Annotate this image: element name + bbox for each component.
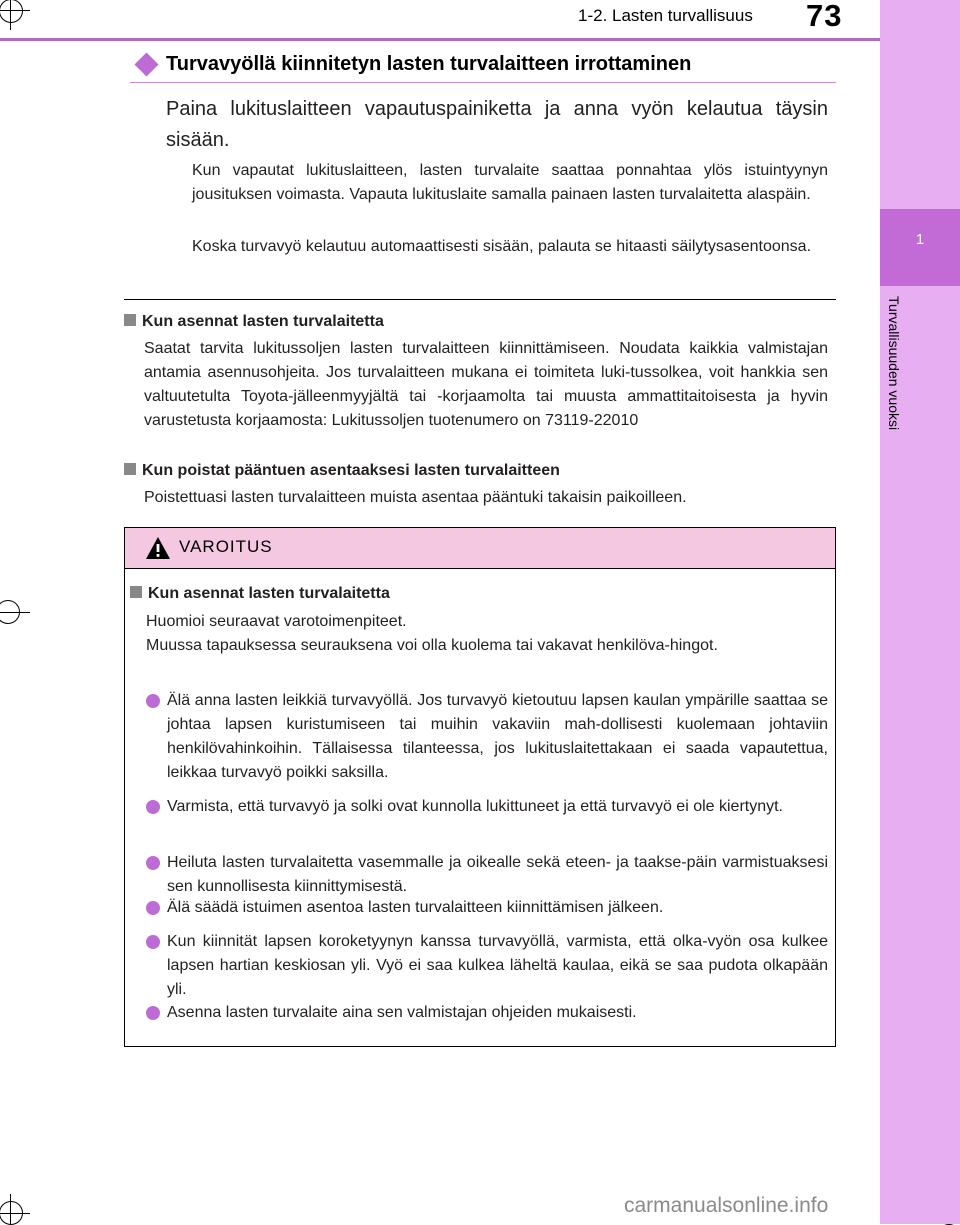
crop-mark [0, 0, 23, 23]
info-paragraph: Saatat tarvita lukitussoljen lasten turvalaitteen kiinnittämiseen. Noudata kaikkia valmistajan antamia asennusohjeita. Jos turvalaitteen mukana ei toimiteta luki-tussolkea, voit hankkia sen valtuutetulta Toyota-jälleenmyyjältä tai -korjaamolta tai muusta ammattitaitoisesta ja hyvin varustetusta korjaamosta: Lukitussoljen tuotenumero on 73119-22010 [144, 340, 828, 429]
bullet-dot-icon [146, 935, 160, 949]
side-tab-label-box [886, 296, 906, 496]
warning-bullet-text: Heiluta lasten turvalaitetta vasemmalle ja oikealle sekä eteen- ja taakse-päin varmistuaksesi sen kunnollisesta kiinnittymisestä. [167, 854, 828, 895]
warning-bullet-text: Asenna lasten turvalaite aina sen valmistajan ohjeiden mukaisesti. [167, 1004, 637, 1021]
divider [124, 299, 836, 300]
warning-triangle-icon [145, 536, 171, 560]
warning-bullet-text: Älä säädä istuimen asentoa lasten turvalaitteen kiinnittämisen jälkeen. [167, 899, 664, 916]
bullet-dot-icon [146, 1006, 160, 1020]
section-title: Turvavyöllä kiinnitetyn lasten turvalaitteen irrottaminen [166, 53, 692, 75]
section-rule [130, 82, 836, 83]
square-bullet-icon [124, 463, 136, 475]
diamond-icon [134, 52, 158, 76]
note-paragraph: Koska turvavyö kelautuu automaattisesti sisään, palauta se hitaasti säilytysasentoonsa. [192, 238, 812, 255]
warning-bullet [146, 795, 828, 819]
warning-bullet [146, 851, 828, 899]
chapter-number: 1 [915, 231, 925, 248]
warning-intro: Muussa tapauksessa seurauksena voi olla kuolema tai vakavat henkilöva-hingot. [146, 637, 718, 654]
bullet-dot-icon [146, 800, 160, 814]
watermark: carmanualsonline.info [624, 1194, 829, 1217]
warning-bullet-text: Älä anna lasten leikkiä turvavyöllä. Jos turvavyö kietoutuu lapsen kaulan ympärille saattaa se johtaa lapsen kuristumiseen tai muihin vakaviin mah-dollisesti kuolemaan johtaviin henkilövahinkoihin. Tällaisessa tilanteessa, jos lukituslaitettakaan ei saada vapautettua, leikkaa turvavyö poikki saksilla. [167, 692, 828, 781]
info-heading [124, 462, 560, 480]
warning-title: VAROITUS [179, 537, 273, 556]
warning-intro: Huomioi seuraavat varotoimenpiteet. [146, 613, 407, 630]
chapter-tab[interactable] [880, 209, 960, 286]
side-tab-strip [880, 0, 960, 1224]
note-paragraph: Kun vapautat lukituslaitteen, lasten turvalaite saattaa ponnahtaa ylös istuintyynyn jousituksen voimasta. Vapauta lukituslaite samalla painaen lasten turvalaitetta alaspäin. [192, 162, 828, 203]
square-bullet-icon [124, 314, 136, 326]
warning-bullet-text: Kun kiinnität lapsen koroketyynyn kanssa turvavyöllä, varmista, että olka-vyön osa kulkee lapsen hartian keskiosan yli. Vyö ei saa kulkea läheltä kaulaa, eikä se saa pudota olkapään yli. [167, 933, 828, 998]
bullet-dot-icon [146, 694, 160, 708]
warning-bullet-text: Varmista, että turvavyö ja solki ovat kunnolla lukittuneet ja että turvavyö ei ole kiertynyt. [167, 798, 783, 815]
crop-mark [0, 600, 20, 624]
info-heading-text: Kun asennat lasten turvalaitetta [142, 313, 384, 330]
warning-bullet [146, 896, 828, 920]
warning-box [124, 527, 836, 1047]
info-heading [124, 313, 384, 331]
warning-header [125, 528, 835, 569]
warning-bullet [146, 1001, 828, 1025]
warning-bullet [146, 930, 828, 1002]
warning-bullet [146, 689, 828, 785]
bullet-dot-icon [146, 901, 160, 915]
crop-mark [0, 1201, 23, 1225]
bullet-dot-icon [146, 856, 160, 870]
header-rule [0, 38, 880, 41]
warning-heading-text: Kun asennat lasten turvalaitetta [148, 585, 390, 602]
page-number: 73 [806, 0, 843, 33]
square-bullet-icon [130, 586, 142, 598]
warning-heading [130, 585, 390, 603]
side-tab-label: Turvallisuuden vuoksi [886, 296, 902, 431]
info-paragraph: Poistettuasi lasten turvalaitteen muista asentaa pääntuki takaisin paikoilleen. [144, 489, 687, 506]
running-header: 1-2. Lasten turvallisuus [578, 6, 753, 25]
step-instruction: Paina lukituslaitteen vapautuspainiketta ja anna vyön kelautua täysin sisään. [166, 98, 828, 151]
info-heading-text: Kun poistat pääntuen asentaaksesi lasten turvalaitteen [142, 462, 560, 479]
